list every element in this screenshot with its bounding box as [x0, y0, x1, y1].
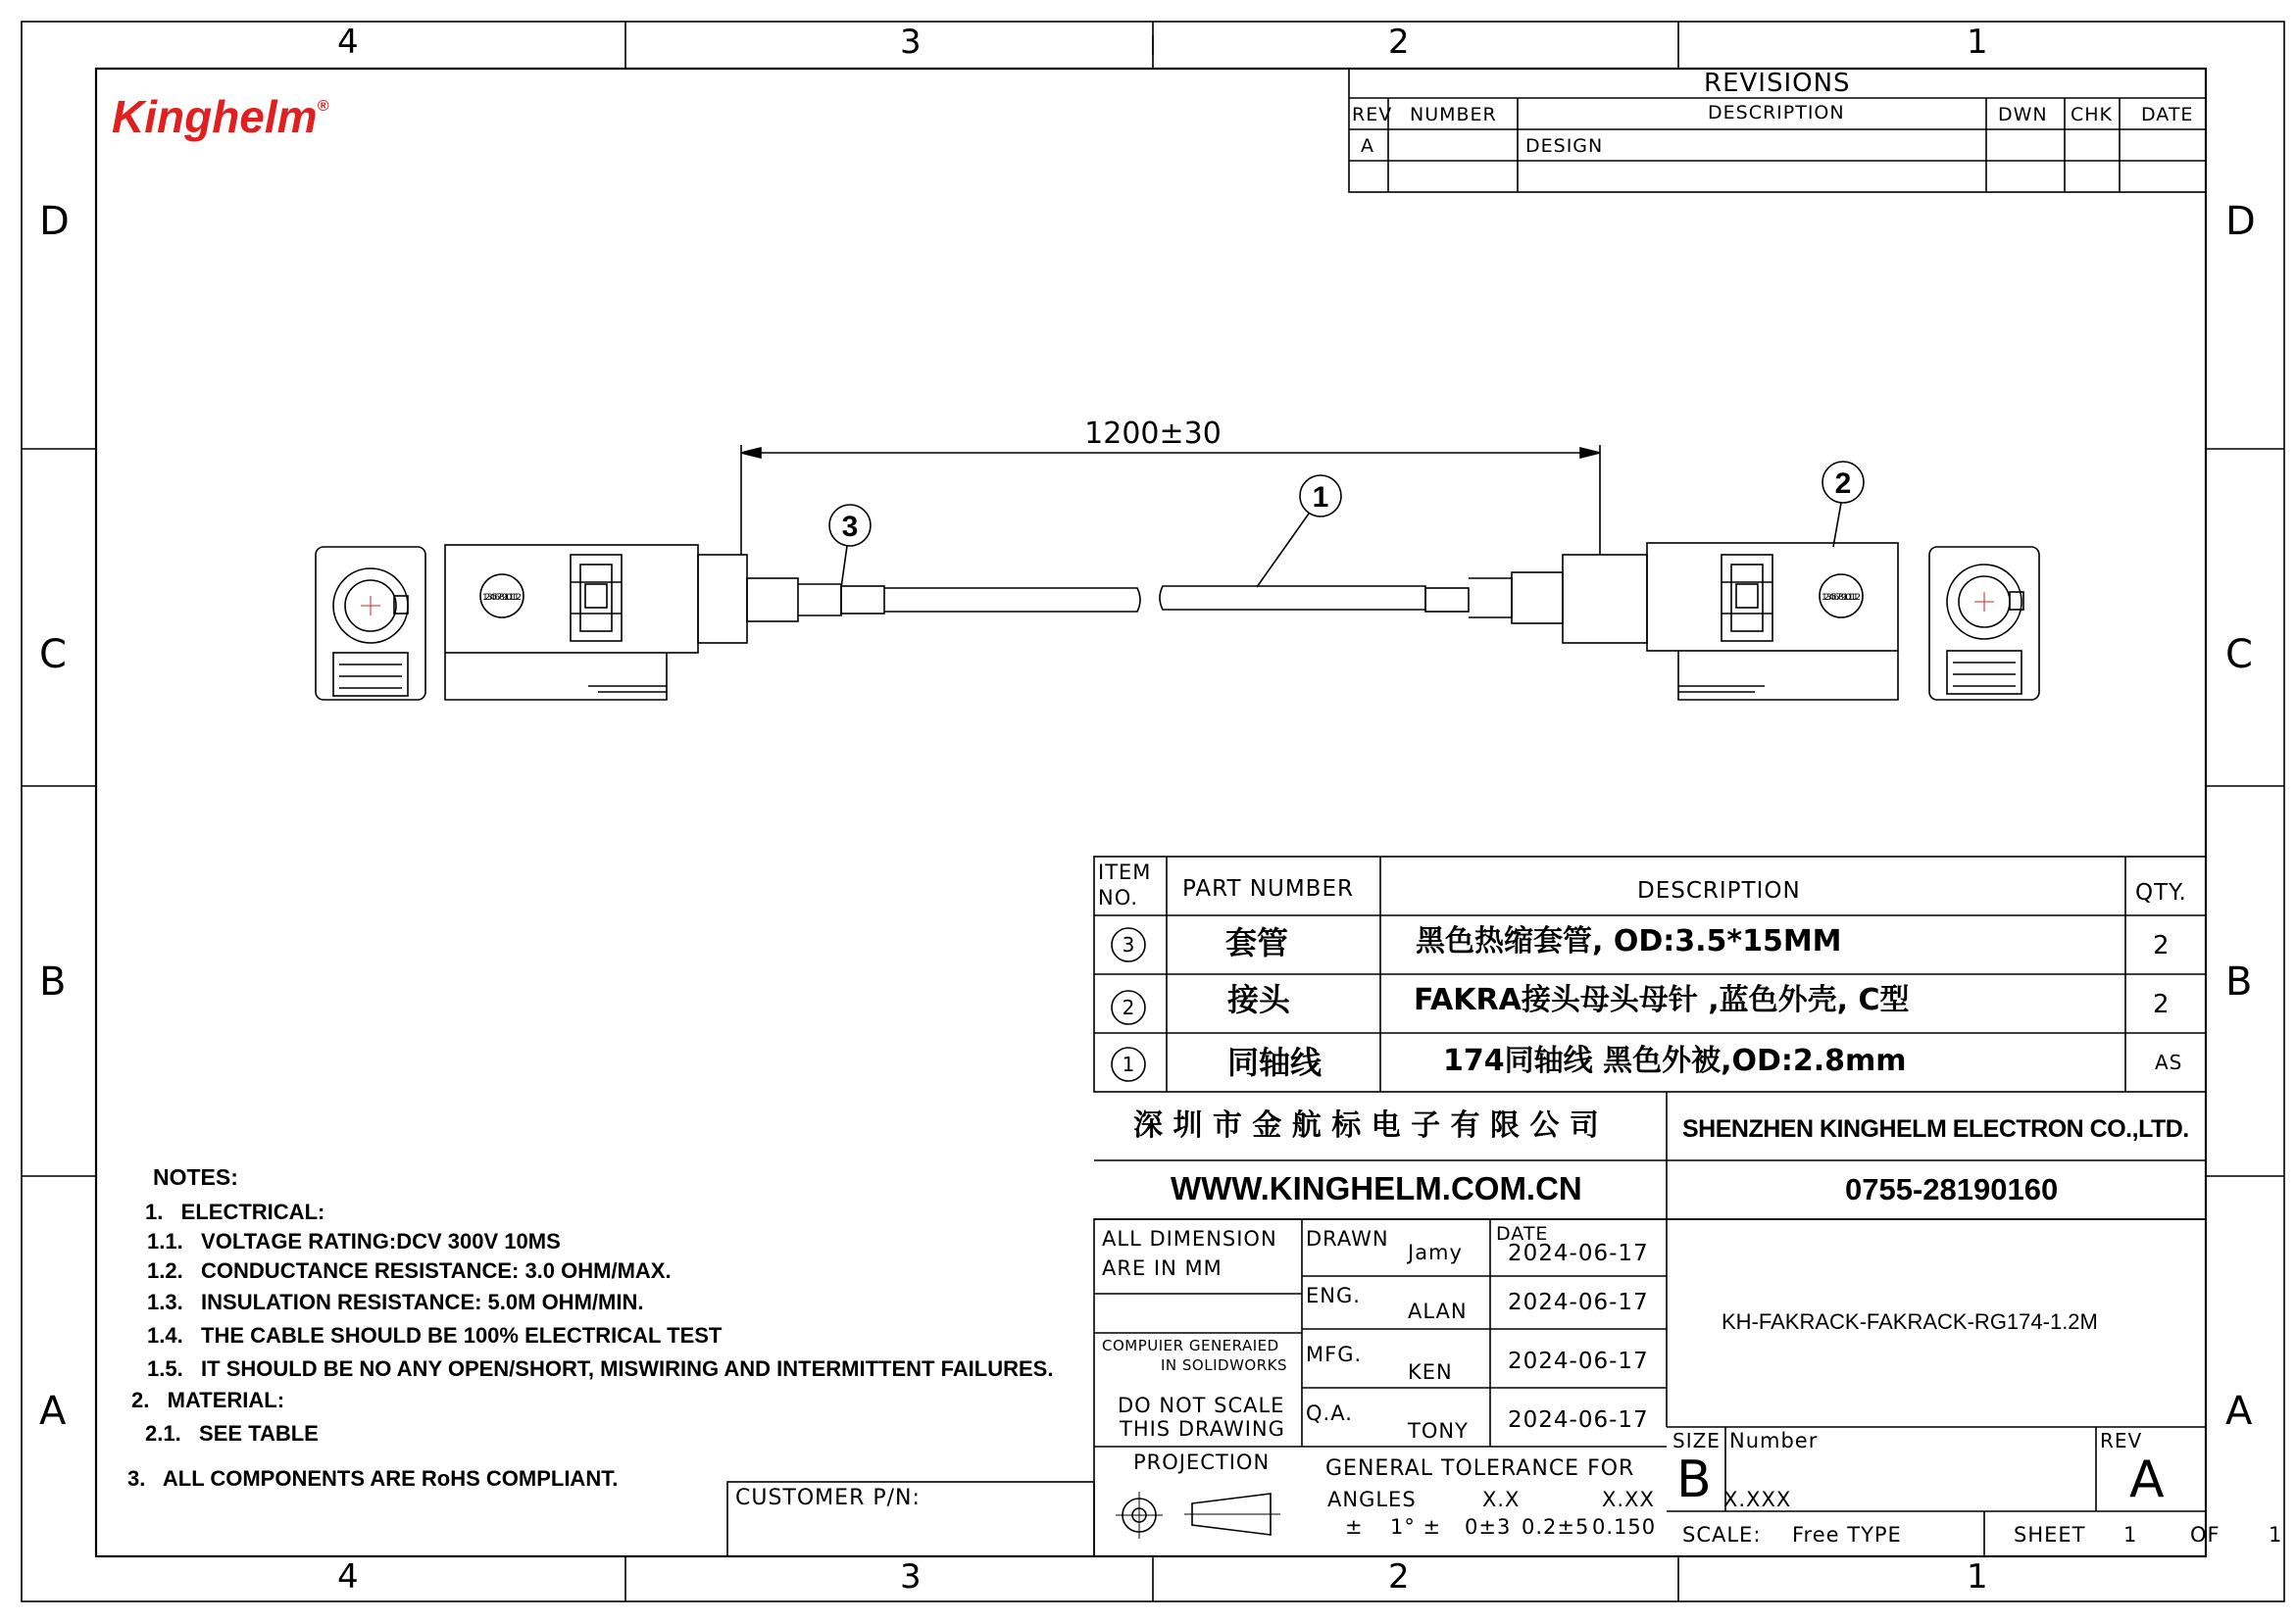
part-code: KH-FAKRACK-FAKRACK-RG174-1.2M — [1722, 1309, 2098, 1334]
zone-col-bottom-1: 1 — [1967, 1557, 1989, 1597]
role-mfg-name: KEN — [1408, 1360, 1453, 1384]
cable-right — [1160, 586, 1425, 610]
scale-value: Free TYPE — [1792, 1523, 1902, 1547]
balloon-2-label: 2 — [1834, 467, 1852, 500]
left-connector-body — [445, 545, 884, 700]
tolerance-pm: ± — [1345, 1515, 1364, 1539]
customer-pn-label: CUSTOMER P/N: — [735, 1486, 921, 1510]
rev-label: REV — [2100, 1429, 2143, 1452]
rev-header-number: NUMBER — [1410, 104, 1497, 125]
role-mfg-date: 2024-06-17 — [1508, 1349, 1649, 1374]
bom-row-3-qty: 2 — [2153, 931, 2171, 960]
zone-row-right-B: B — [2225, 959, 2254, 1005]
computer-generated-line2: IN SOLIDWORKS — [1161, 1356, 1287, 1374]
rev-row-rev: A — [1361, 135, 1374, 157]
notes-title: NOTES: — [153, 1164, 238, 1190]
bom-row-3-part: 套管 — [1225, 924, 1289, 961]
zone-row-left-C: C — [39, 632, 68, 677]
company-website: WWW.KINGHELM.COM.CN — [1171, 1170, 1582, 1206]
note-1: 1. ELECTRICAL: — [145, 1200, 325, 1224]
role-qa-date: 2024-06-17 — [1508, 1407, 1649, 1433]
tolerance-title: GENERAL TOLERANCE FOR — [1325, 1456, 1635, 1481]
company-name-cn: 深 圳 市 金 航 标 电 子 有 限 公 司 — [1133, 1108, 1599, 1143]
note-1-4: 1.4. THE CABLE SHOULD BE 100% ELECTRICAL TEST — [147, 1323, 723, 1348]
tolerance-angle-value: 1° ± — [1390, 1515, 1442, 1539]
bom-header-qty: QTY. — [2135, 880, 2187, 906]
note-1-1: 1.1. VOLTAGE RATING:DCV 300V 10MS — [147, 1229, 561, 1254]
do-not-scale-line1: DO NOT SCALE — [1118, 1394, 1285, 1417]
scale-label: SCALE: — [1682, 1523, 1762, 1547]
size-value: B — [1676, 1451, 1713, 1509]
bom-row-2-description: FAKRA接头母头母针 ,蓝色外壳, C型 — [1414, 983, 1910, 1017]
of-label: OF — [2190, 1523, 2221, 1547]
bom-row-1-part: 同轴线 — [1227, 1044, 1323, 1081]
tolerance-angles: ANGLES — [1327, 1488, 1417, 1511]
bom-header-part-number: PART NUMBER — [1182, 876, 1354, 902]
bom-header-item-line1: ITEM — [1098, 861, 1152, 884]
company-name-en: SHENZHEN KINGHELM ELECTRON CO.,LTD. — [1682, 1115, 2189, 1143]
bom-row-1-description: 174同轴线 黑色外被,OD:2.8mm — [1443, 1044, 1907, 1078]
right-rotary-marks: 123456789101112 — [1822, 593, 1861, 603]
bom-header-description: DESCRIPTION — [1637, 878, 1801, 904]
logo-brand: Kinghelm — [112, 91, 318, 142]
role-eng-date: 2024-06-17 — [1508, 1290, 1649, 1315]
zone-row-left-B: B — [39, 959, 68, 1005]
zone-row-right-D: D — [2225, 199, 2257, 244]
zone-row-right-C: C — [2225, 632, 2254, 677]
all-dimension-line1: ALL DIMENSION — [1102, 1227, 1277, 1251]
tolerance-v1: 0±3 — [1465, 1515, 1512, 1539]
rev-header-chk: CHK — [2071, 104, 2114, 125]
of-value: 1 — [2269, 1523, 2283, 1547]
projection-label: PROJECTION — [1133, 1451, 1271, 1474]
bom-row-2-part: 接头 — [1227, 981, 1291, 1018]
zone-row-left-D: D — [39, 199, 71, 244]
zone-col-bottom-3: 3 — [900, 1557, 923, 1597]
bom-row-2-qty: 2 — [2153, 990, 2171, 1019]
note-2: 2. MATERIAL: — [131, 1388, 285, 1412]
size-label: SIZE — [1672, 1429, 1721, 1452]
right-end-view — [1929, 547, 2039, 700]
role-eng-name: ALAN — [1408, 1300, 1468, 1323]
rev-header-dwn: DWN — [1998, 104, 2048, 125]
zone-col-top-1: 1 — [1967, 23, 1989, 62]
tolerance-v3: 0.150 — [1592, 1515, 1657, 1539]
role-eng-label: ENG. — [1306, 1284, 1361, 1307]
balloon-3-label: 3 — [841, 511, 859, 543]
role-qa-label: Q.A. — [1306, 1402, 1353, 1425]
balloon-1-label: 1 — [1312, 481, 1329, 514]
tolerance-v2: 0.2±5 — [1522, 1515, 1590, 1539]
bom-row-1-qty: AS — [2155, 1051, 2183, 1074]
note-1-5: 1.5. IT SHOULD BE NO ANY OPEN/SHORT, MISWIRING AND INTERMITTENT FAILURES. — [147, 1356, 1054, 1381]
date-label: DATE — [1496, 1223, 1549, 1245]
rev-header-description: DESCRIPTION — [1708, 102, 1845, 123]
zone-row-left-A: A — [39, 1389, 68, 1434]
note-1-3: 1.3. INSULATION RESISTANCE: 5.0M OHM/MIN. — [147, 1290, 644, 1314]
note-2-1: 2.1. SEE TABLE — [145, 1421, 319, 1446]
note-3: 3. ALL COMPONENTS ARE RoHS COMPLIANT. — [127, 1466, 619, 1491]
cable-left — [884, 588, 1140, 612]
zone-col-top-4: 4 — [337, 23, 360, 62]
role-qa-name: TONY — [1408, 1419, 1469, 1443]
kinghelm-logo — [112, 91, 329, 142]
dimension-label: 1200±30 — [1084, 417, 1222, 451]
do-not-scale-line2: THIS DRAWING — [1120, 1417, 1285, 1441]
role-mfg-label: MFG. — [1306, 1343, 1363, 1366]
bom-item-1: 1 — [1122, 1053, 1135, 1076]
bom-row-3-description: 黑色热缩套管, OD:3.5*15MM — [1416, 924, 1842, 959]
number-value: X.XXX — [1723, 1488, 1792, 1511]
tolerance-col1: X.X — [1482, 1488, 1521, 1511]
bom-header-item-line2: NO. — [1098, 886, 1139, 910]
zone-col-bottom-2: 2 — [1388, 1557, 1411, 1597]
role-drawn-date: 2024-06-17 — [1508, 1241, 1649, 1266]
rev-header-rev: REV — [1352, 104, 1393, 125]
computer-generated-line1: COMPUIER GENERAIED — [1102, 1337, 1279, 1354]
rev-value: A — [2129, 1451, 2166, 1509]
sheet-value: 1 — [2123, 1523, 2138, 1547]
zone-col-bottom-4: 4 — [337, 1557, 360, 1597]
role-drawn-name: Jamy — [1408, 1241, 1463, 1264]
all-dimension-line2: ARE IN MM — [1102, 1256, 1223, 1280]
logo-registered: ® — [317, 98, 329, 115]
number-label: Number — [1729, 1429, 1819, 1452]
left-rotary-marks: 123456789101112 — [482, 593, 522, 603]
sheet-label: SHEET — [2014, 1523, 2086, 1547]
bom-item-2: 2 — [1122, 996, 1135, 1019]
zone-col-top-2: 2 — [1388, 23, 1411, 62]
zone-row-right-A: A — [2225, 1389, 2254, 1434]
bom-item-3: 3 — [1122, 933, 1135, 957]
company-phone: 0755-28190160 — [1845, 1172, 2059, 1206]
left-end-view — [316, 547, 425, 700]
rev-row-description: DESIGN — [1525, 135, 1604, 157]
right-connector-body — [1425, 543, 1898, 700]
revisions-title: REVISIONS — [1704, 69, 1851, 98]
note-1-2: 1.2. CONDUCTANCE RESISTANCE: 3.0 OHM/MAX. — [147, 1258, 672, 1283]
zone-col-top-3: 3 — [900, 23, 923, 62]
tolerance-col2: X.XX — [1602, 1488, 1655, 1511]
rev-header-date: DATE — [2141, 104, 2194, 125]
role-drawn-label: DRAWN — [1306, 1227, 1389, 1251]
